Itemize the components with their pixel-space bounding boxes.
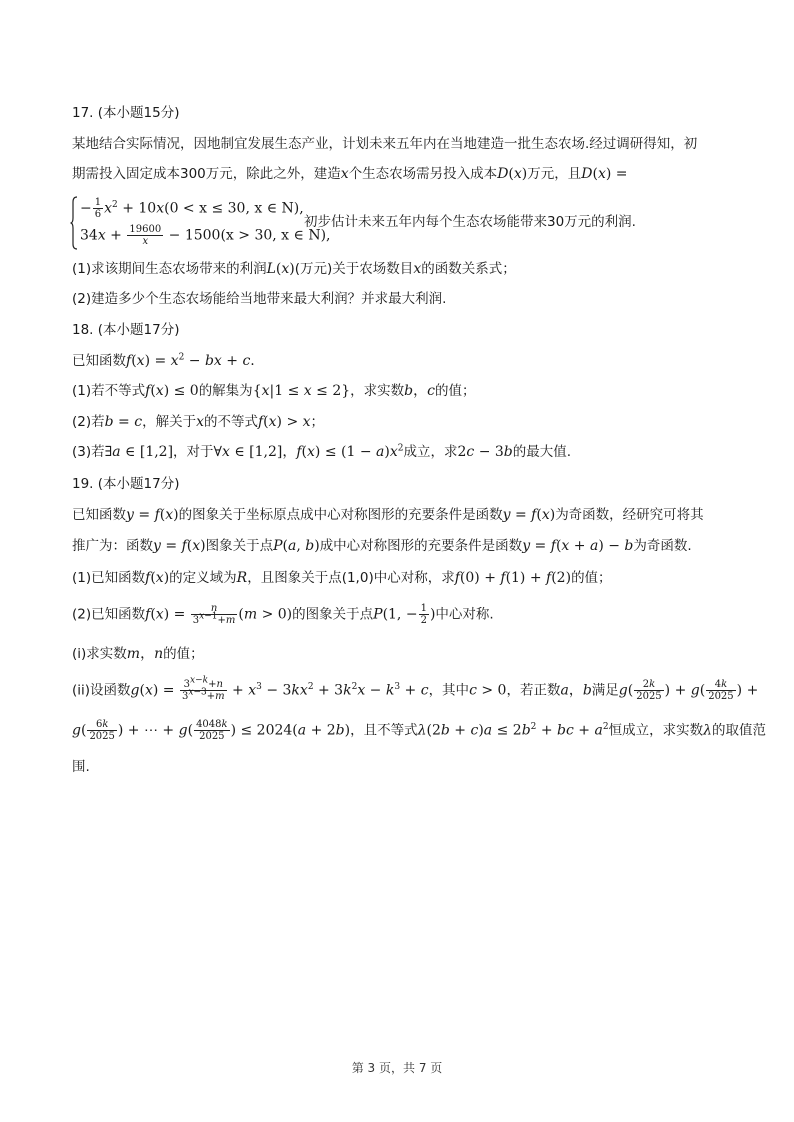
q17-part-1: (1)求该期间生态农场带来的利润L(x)(万元)关于农场数目x的函数关系式； <box>72 261 516 277</box>
q19-part-2-ii-line-1: (ii)设函数g(x) = $\frac{3^{x-k}+n}{3^{x-3}+m}$ + $x^3 - 3kx^2 + 3k^2x - k^3 + c$，其中c > 0，若正数a，b满足g( $\frac{2k}{2025}$ ) + g( $\frac{4k}{2025}$ ) + <box>72 675 759 702</box>
q19-part-2-ii-line-2: g( $\frac{6k}{2025}$ ) + ⋯ + g( $\frac{4048k}{2025}$ ) ≤ 2024(a + 2b)，且不等式$\lambda(2b + c)a \le 2b^2$ + bc + $a^2$恒成立，求实数λ的取值范 <box>72 719 766 742</box>
q19-part-2-ii-line-3: 围. <box>72 759 90 775</box>
q17-line-1: 某地结合实际情况，因地制宜发展生态产业，计划未来五年内在当地建造一批生态农场.经过调研得知，初 <box>72 136 698 152</box>
piecewise-case-2: 34x + $\frac{19600}{x}$ − 1500(x > 30, x ∈ N), <box>80 224 331 247</box>
q18-header: 18. (本小题17分) <box>72 322 180 338</box>
q19-line-1: 已知函数y = f(x)的图象关于坐标原点成中心对称图形的充要条件是函数y = f(x)为奇函数，经研究可将其 <box>72 507 704 523</box>
q19-header: 19. (本小题17分) <box>72 476 180 492</box>
q17-profit-note: 初步估计未来五年内每个生态农场能带来30万元的利润. <box>304 214 636 230</box>
q18-part-3: (3)若∃a ∈ [1,2]，对于∀x ∈ [1,2]，$f(x) \le (1 - a)x^2$成立，求2c − 3b的最大值. <box>72 443 572 460</box>
q19-line-2: 推广为：函数y = f(x)图象关于点P(a, b)成中心对称图形的充要条件是函数y = f(x + a) − b为奇函数. <box>72 538 692 554</box>
q17-header: 17. (本小题15分) <box>72 105 180 121</box>
q17-line-2: 期需投入固定成本300万元，除此之外，建造x个生态农场需另投入成本D(x)万元，且D(x) = <box>72 166 628 182</box>
q19-part-2: (2)已知函数f(x) = $\frac{n}{3^{x-1}+m}$ (m > 0)的图象关于点P(1, − $\frac{1}{2}$ )中心对称. <box>72 603 494 626</box>
piecewise-case-1: − $\frac{1}{6}$ $x^2 + 10x(0 < x \le 30$, x ∈ N), <box>80 197 304 220</box>
q19-part-2-i: (i)求实数m，n的值； <box>72 646 204 662</box>
q19-part-1: (1)已知函数f(x)的定义域为R，且图象关于点(1,0)中心对称，求f(0) + f(1) + f(2)的值； <box>72 570 612 586</box>
q18-part-2: (2)若b = c，解关于x的不等式f(x) > x； <box>72 414 325 430</box>
q18-part-1: (1)若不等式f(x) ≤ 0的解集为{x|1 ≤ x ≤ 2}，求实数b，c的值； <box>72 383 476 399</box>
piecewise-brace <box>70 196 78 250</box>
q17-part-2: (2)建造多少个生态农场能给当地带来最大利润？并求最大利润. <box>72 291 447 307</box>
q18-line-1: 已知函数$f(x) = x^2$ − bx + c. <box>72 352 255 369</box>
page-number-footer: 第 3 页，共 7 页 <box>351 1061 443 1075</box>
